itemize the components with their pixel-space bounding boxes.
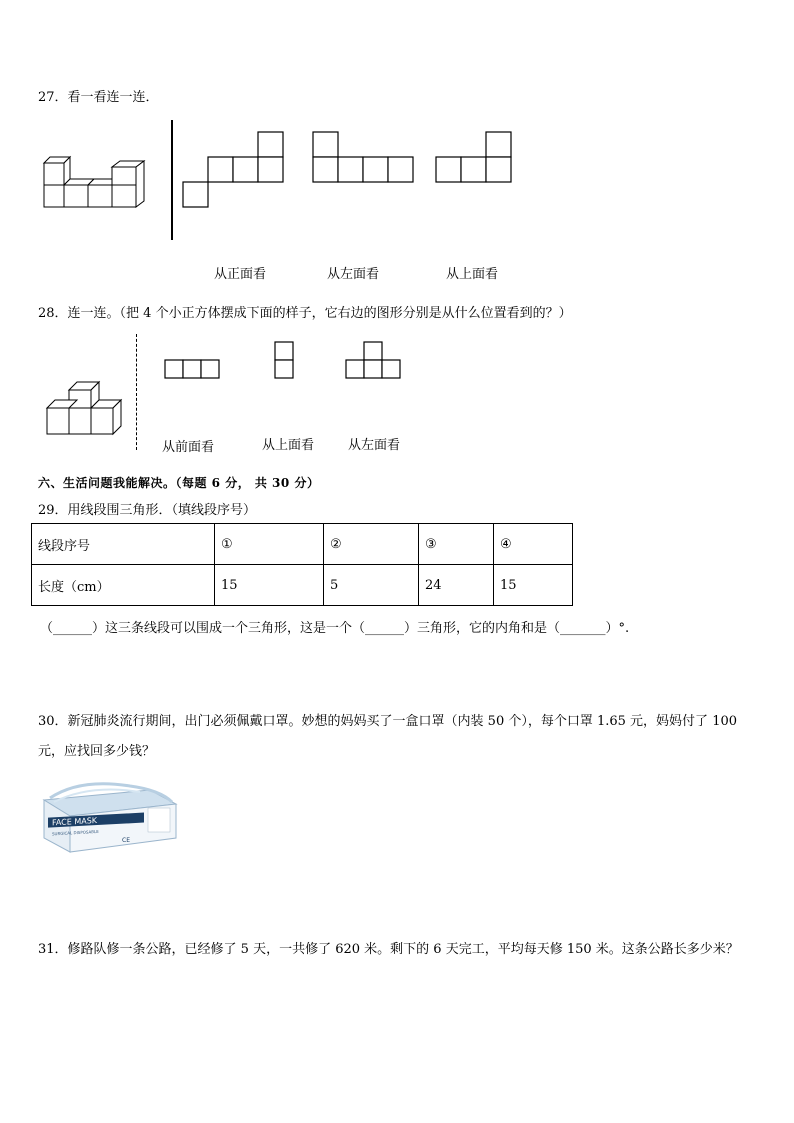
q27-label-front: 从正面看 xyxy=(214,267,267,282)
table-cell: ① xyxy=(215,524,324,565)
table-cell: ② xyxy=(324,524,419,565)
q31-text: 31．修路队修一条公路，已经修了 5 天，一共修了 620 米。剩下的 6 天完工，平均每天修 150 米。这条公路长多少米？ xyxy=(38,942,739,957)
segment-table xyxy=(31,523,573,606)
table-cell: ③ xyxy=(419,524,494,565)
mask-box-ce: CE xyxy=(122,837,130,844)
q27-title: 27．看一看连一连． xyxy=(38,90,159,105)
table-cell: 24 xyxy=(419,565,494,606)
q28-view-3 xyxy=(345,341,403,381)
q28-view-1 xyxy=(164,359,222,381)
q27-label-left: 从左面看 xyxy=(327,267,380,282)
q28-view-2 xyxy=(274,341,296,381)
q27-label-top: 从上面看 xyxy=(446,267,499,282)
mask-box-text: FACE MASK xyxy=(52,816,98,828)
q27-divider xyxy=(171,120,173,240)
q30-line-2: 元，应找回多少钱？ xyxy=(38,744,156,759)
table-cell: 15 xyxy=(494,565,573,606)
table-cell: 线段序号 xyxy=(32,524,215,565)
q27-cube-figure xyxy=(40,155,160,215)
face-mask-box-image xyxy=(40,776,180,856)
q27-view-3 xyxy=(436,131,514,185)
q28-label-front: 从前面看 xyxy=(162,440,215,455)
q28-cube-figure xyxy=(46,380,126,440)
table-cell: 5 xyxy=(324,565,419,606)
q27-view-1 xyxy=(183,131,283,209)
q28-title: 28．连一连。（把 4 个小正方体摆成下面的样子，它右边的图形分别是从什么位置看到的？） xyxy=(38,306,572,321)
q28-divider xyxy=(136,334,137,450)
q30-line-1: 30．新冠肺炎流行期间，出门必须佩戴口罩。妙想的妈妈买了一盒口罩（内装 50 个），每个口罩 1.65 元，妈妈付了 100 xyxy=(38,714,738,729)
q28-label-left: 从左面看 xyxy=(348,438,401,453)
table-cell: 长度（cm） xyxy=(32,565,215,606)
mask-box-subtext: SURGICAL DISPOSABLE xyxy=(52,828,99,837)
q27-view-2 xyxy=(312,131,414,185)
table-cell: 15 xyxy=(215,565,324,606)
q29-title: 29．用线段围三角形．（填线段序号） xyxy=(38,503,257,518)
q29-answer-line: （______）这三条线段可以围成一个三角形，这是一个（______）三角形，它的内角和是（_______）°. xyxy=(40,621,630,636)
table-row xyxy=(32,524,573,565)
section-6-heading: 六、生活问题我能解决。（每题 6 分， 共 30 分） xyxy=(38,476,320,490)
q28-label-top: 从上面看 xyxy=(262,438,315,453)
table-cell: ④ xyxy=(494,524,573,565)
table-row xyxy=(32,565,573,606)
